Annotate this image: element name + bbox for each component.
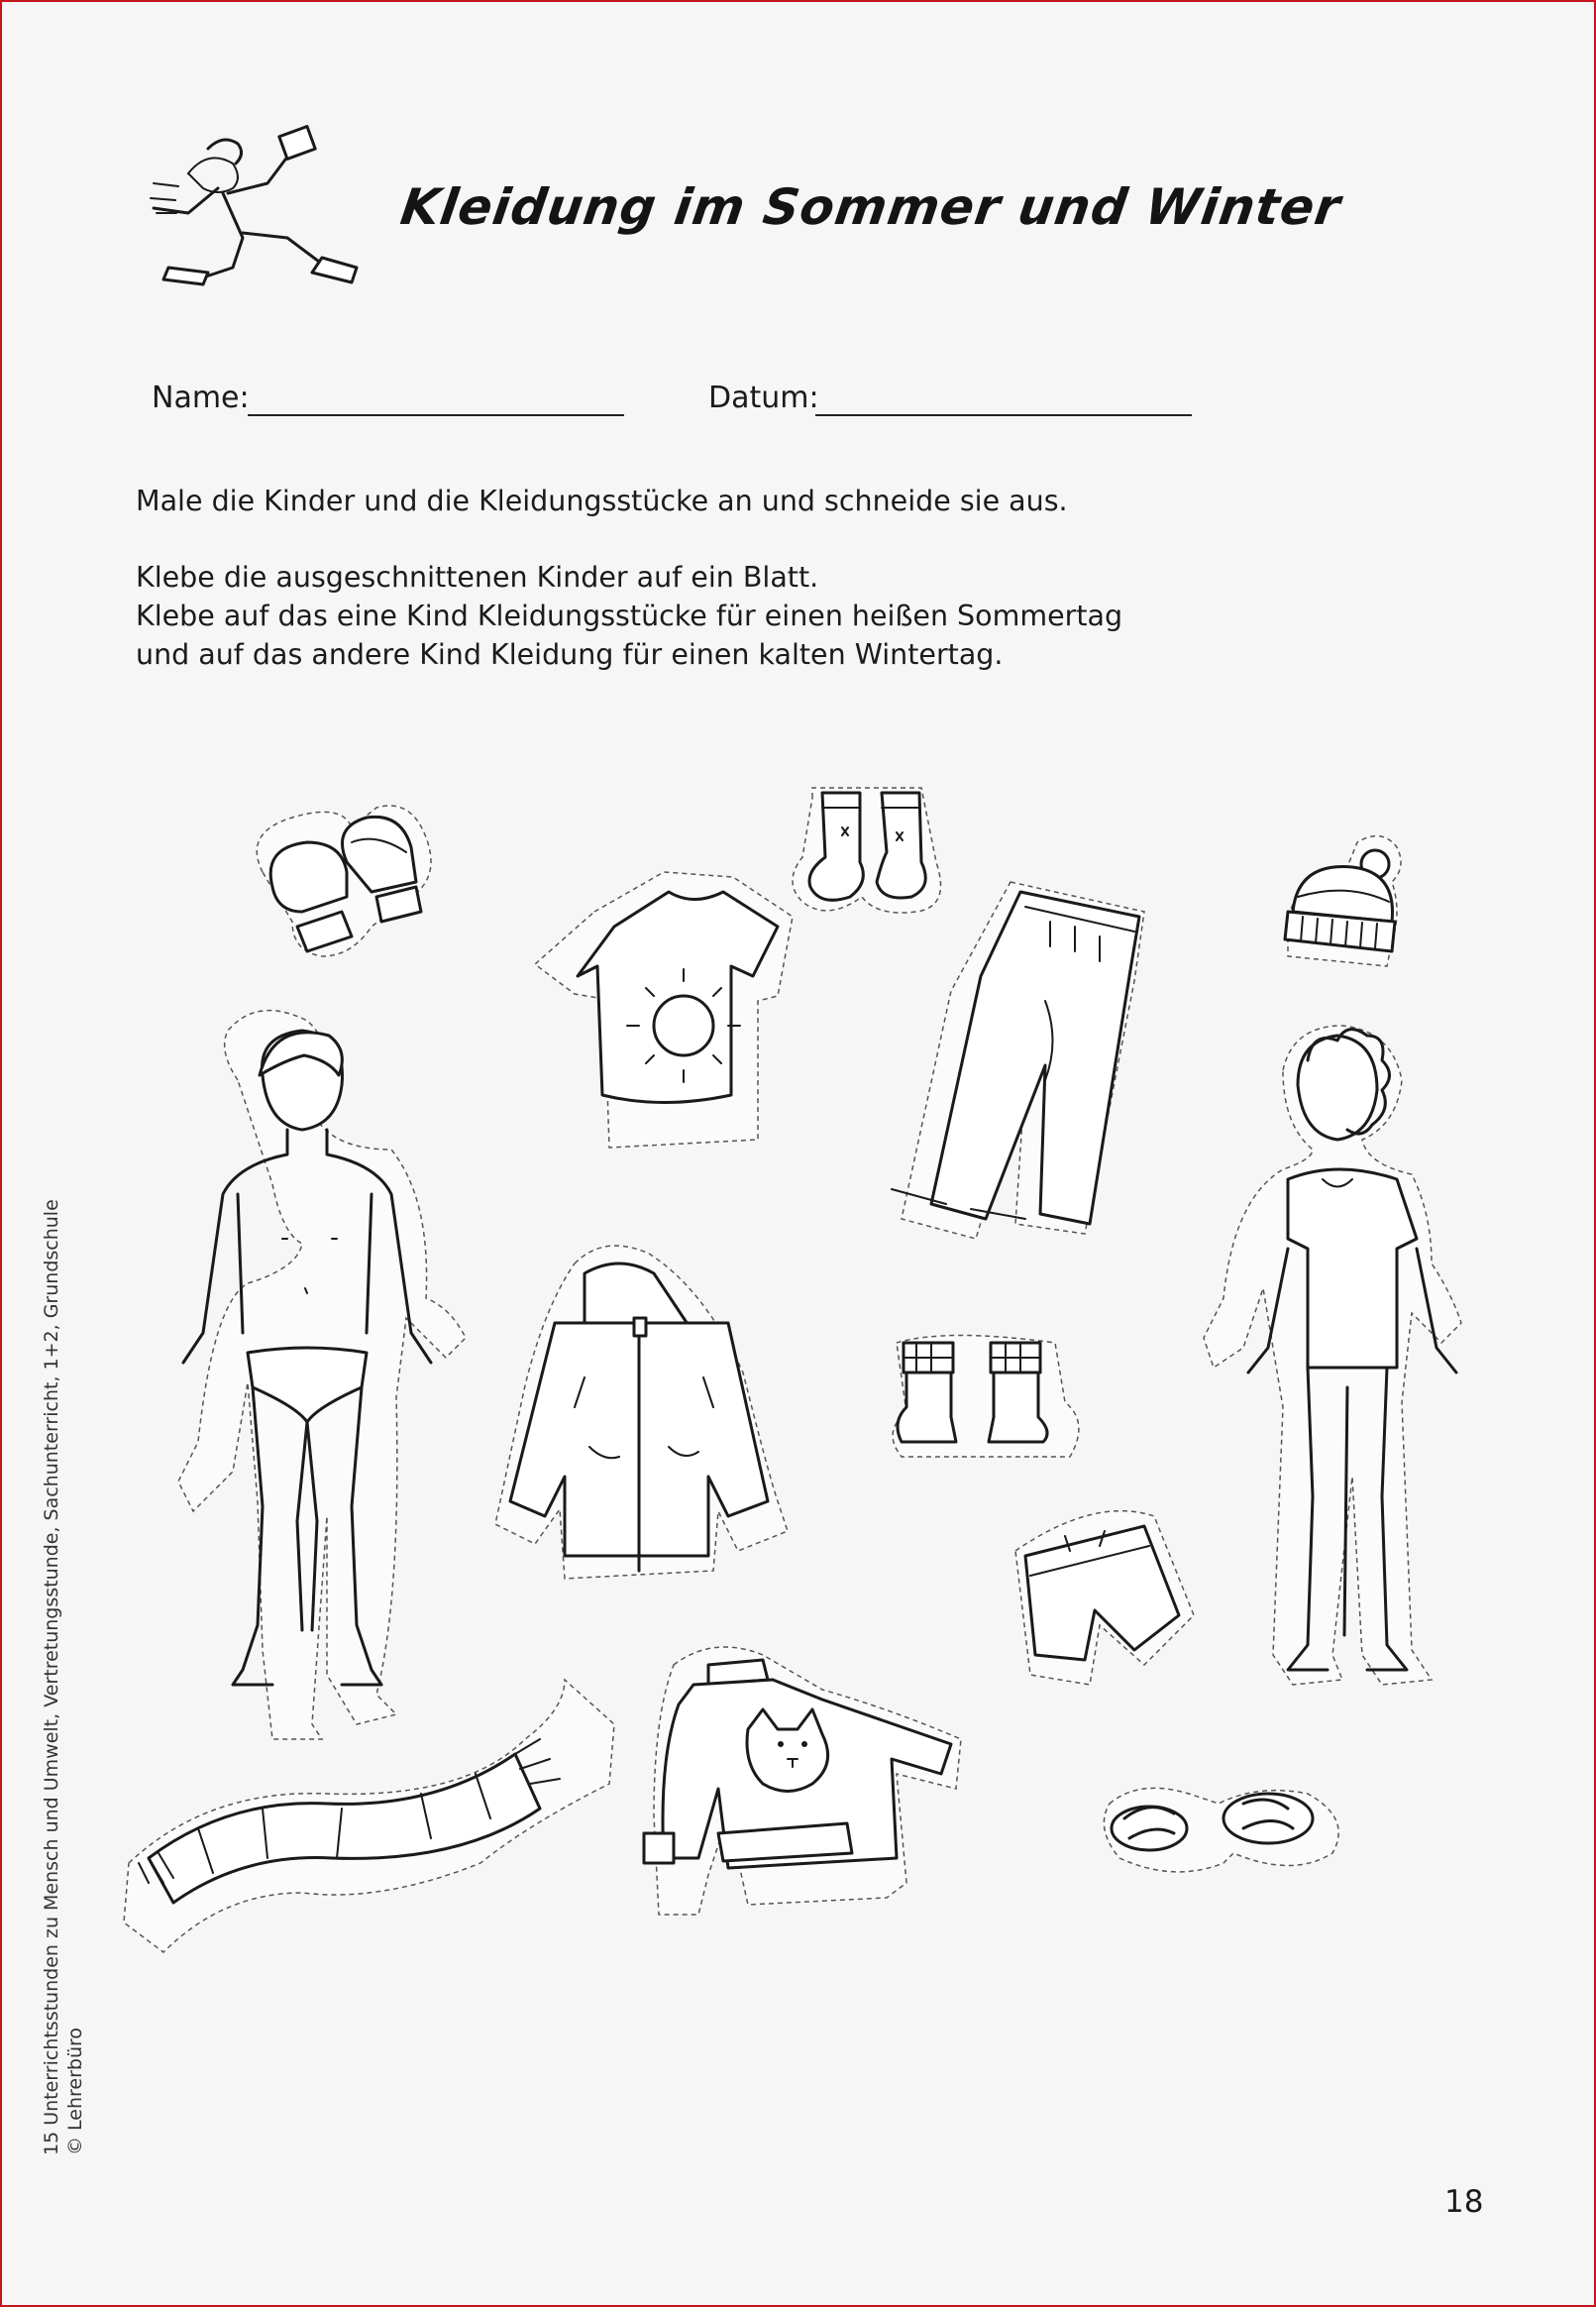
winter-boots-icon — [893, 1336, 1079, 1458]
date-label: Datum: — [708, 381, 819, 415]
bobble-hat-icon — [1285, 836, 1401, 966]
socks-icon — [793, 788, 941, 913]
name-label: Name: — [152, 381, 250, 415]
cat-sweater-icon — [644, 1647, 961, 1915]
shorts-icon — [1015, 1511, 1194, 1685]
hooded-winter-jacket-icon — [495, 1246, 788, 1579]
page-number: 18 — [1444, 2184, 1484, 2220]
boy-in-underwear-icon — [178, 1011, 466, 1739]
sun-tshirt-icon — [535, 872, 793, 1148]
side-credit-line-2: © Lehrerbüro — [64, 2027, 86, 2155]
sandals-icon — [1104, 1788, 1338, 1872]
instruction-line-4: und auf das andere Kind Kleidung für einen kalten Wintertag. — [136, 638, 1004, 671]
page-title: Kleidung im Sommer und Winter — [396, 178, 1345, 236]
trousers-icon — [892, 882, 1144, 1239]
instruction-line-1: Male die Kinder und die Kleidungsstücke an und schneide sie aus. — [136, 485, 1068, 517]
mittens-icon — [257, 806, 431, 956]
side-credit — [40, 1199, 87, 2155]
instruction-line-2: Klebe die ausgeschnittenen Kinder auf ein Blatt. — [136, 561, 819, 594]
side-credit-line-1: 15 Unterrichtsstunden zu Mensch und Umwelt, Vertretungsstunde, Sachunterricht, 1+2, Grundschule — [41, 1199, 62, 2155]
instruction-line-3: Klebe auf das eine Kind Kleidungsstücke für einen heißen Sommertag — [136, 600, 1123, 632]
curly-haired-child-icon — [1204, 1026, 1461, 1685]
